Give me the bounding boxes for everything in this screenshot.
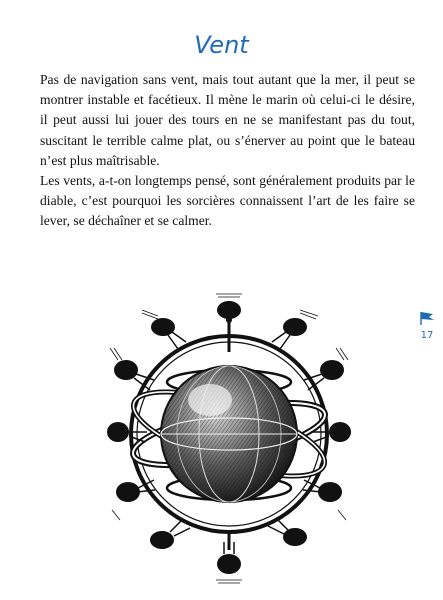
paragraph-1: Pas de navigation sans vent, mais tout autant que la mer, il peut se montrer instable et facétieux. Il mène le marin où celui-ci le désire, il peut aussi lui jouer des tours en ne se manifestant pas du tout, suscitant le terrible calme plat, ou s’énerver au point que le bateau n’est plus maîtrisable.: [40, 72, 415, 168]
page-title: Vent: [194, 31, 249, 59]
body-text: [40, 70, 415, 232]
page-number: 17: [420, 330, 434, 341]
armillary-sphere-illustration: [100, 282, 358, 594]
paragraph-2: Les vents, a-t-on longtemps pensé, sont généralement produits par le diable, c’est pourquoi les sorcières connaissent l’art de les faire se lever, se déchaîner et se calmer.: [40, 173, 415, 229]
flag-icon: [418, 311, 436, 325]
